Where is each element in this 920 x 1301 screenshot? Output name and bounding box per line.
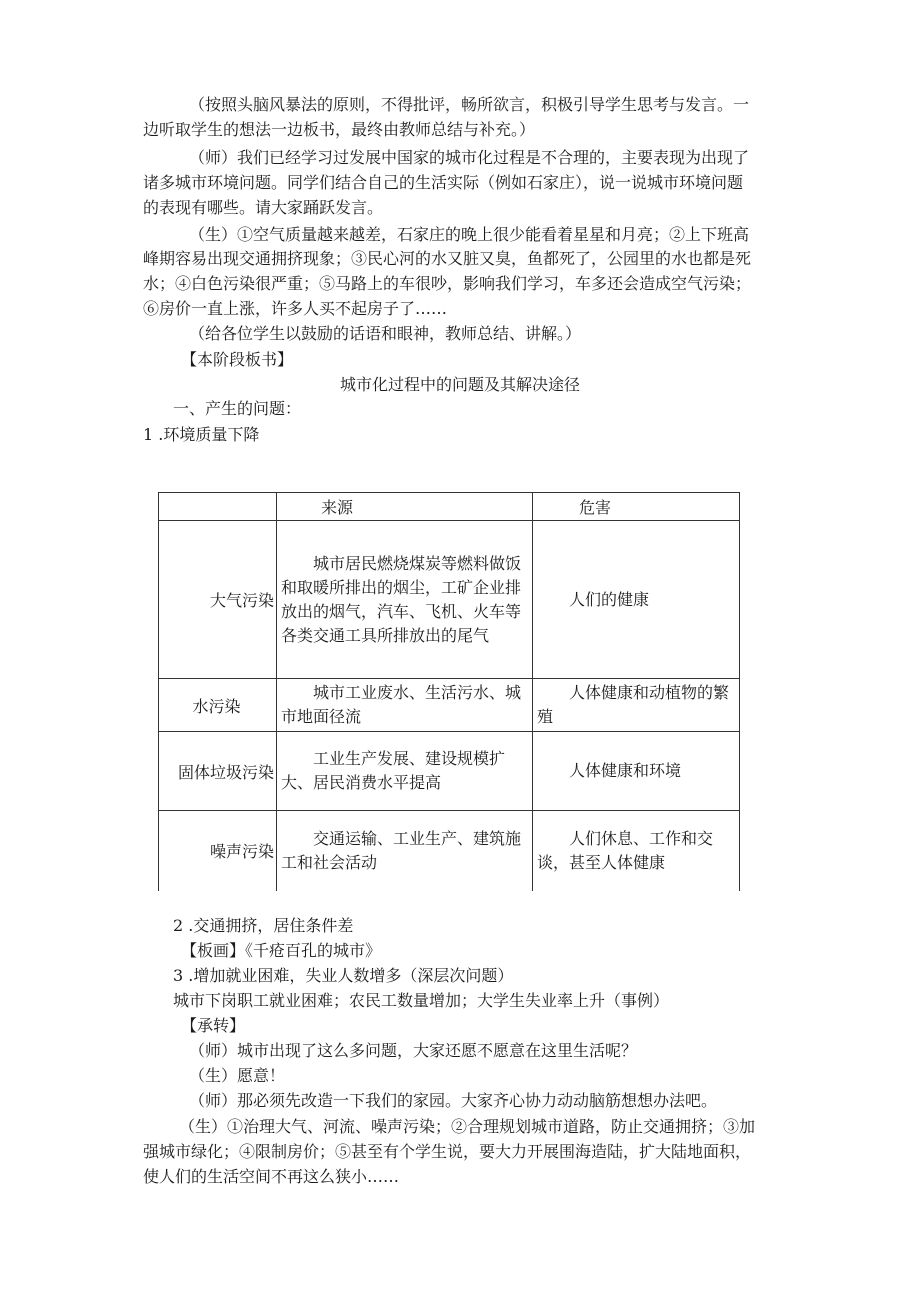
pollution-harm: 人们的健康 [533,521,740,679]
pollution-source: 城市居民燃烧煤炭等燃料做饭和取暖所排出的烟尘，工矿企业排放出的烟气，汽车、飞机、火车等各类交通工具所排放出的尾气 [277,521,533,679]
paragraph-line: （按照头脑风暴法的原则，不得批评，畅所欲言，积极引导学生思考与发言。一 [189,95,750,114]
paragraph-line: （师）城市出现了这么多问题，大家还愿不愿意在这里生活呢？ [189,1041,638,1060]
table-row [159,732,740,811]
paragraph-line: 诸多城市环境问题。同学们结合自己的生活实际（例如石家庄），说一说城市环境问题 [143,173,744,192]
drawing-label: 【板画】《千疮百孔的城市》 [181,941,382,960]
paragraph-line: 城市下岗职工就业困难；农民工数量增加；大学生失业率上升（事例） [173,991,670,1010]
paragraph-line: （师）我们已经学习过发展中国家的城市化过程是不合理的，主要表现为出现了 [189,148,750,167]
table-row [159,811,740,891]
board-label: 【本阶段板书】 [181,350,294,369]
paragraph-line: （给各位学生以鼓励的话语和眼神，教师总结、讲解。） [189,324,582,343]
pollution-source: 城市工业废水、生活污水、城市地面径流 [277,679,533,732]
paragraph-line: 峰期容易出现交通拥挤现象；③民心河的水又脏又臭，鱼都死了，公园里的水也都是死 [143,249,752,268]
pollution-type: 水污染 [159,679,277,732]
list-item: 2 .交通拥挤，居住条件差 [173,916,354,935]
pollution-table [158,492,740,891]
paragraph-line: ⑥房价一直上涨，许多人买不起房子了…… [143,299,448,318]
pollution-type: 大气污染 [159,521,277,679]
pollution-source: 工业生产发展、建设规模扩大、居民消费水平提高 [277,732,533,811]
pollution-harm: 人体健康和环境 [533,732,740,811]
table-row [159,679,740,732]
pollution-harm: 人们休息、工作和交谈，甚至人体健康 [533,811,740,891]
paragraph-line: 边听取学生的想法一边板书，最终由教师总结与补充。） [143,120,536,139]
table-header-cell [159,493,277,521]
table-row [159,521,740,679]
list-item: 1 .环境质量下降 [143,425,260,444]
paragraph-line: 水；④白色污染很严重；⑤马路上的车很吵，影响我们学习，车多还会造成空气污染； [143,274,752,293]
paragraph-line: 的表现有哪些。请大家踊跃发言。 [143,198,384,217]
pollution-type: 噪声污染 [159,811,277,891]
board-title: 城市化过程中的问题及其解决途径 [339,375,580,394]
transition-label: 【承转】 [181,1016,246,1035]
pollution-harm: 人体健康和动植物的繁殖 [533,679,740,732]
paragraph-line: （生）①空气质量越来越差，石家庄的晚上很少能看着星星和月亮；②上下班高 [189,225,750,244]
paragraph-line: 强城市绿化；④限制房价；⑤甚至有个学生说，要大力开展围海造陆，扩大陆地面积， [143,1142,752,1161]
pollution-type: 固体垃圾污染 [159,732,277,811]
section-heading: 一、产生的问题： [173,399,302,418]
paragraph-line: （生）愿意！ [189,1066,286,1085]
table-header-row [159,493,740,521]
paragraph-line: 使人们的生活空间不再这么狭小…… [143,1167,400,1186]
list-item: 3 .增加就业困难，失业人数增多（深层次问题） [173,966,514,985]
pollution-source: 交通运输、工业生产、建筑施工和社会活动 [277,811,533,891]
table-header-cell: 来源 [277,493,533,521]
paragraph-line: （生）①治理大气、河流、噪声污染；②合理规划城市道路，防止交通拥挤；③加 [179,1117,756,1136]
paragraph-line: （师）那必须先改造一下我们的家园。大家齐心协力动动脑筋想想办法吧。 [189,1091,718,1110]
table-header-cell: 危害 [533,493,740,521]
